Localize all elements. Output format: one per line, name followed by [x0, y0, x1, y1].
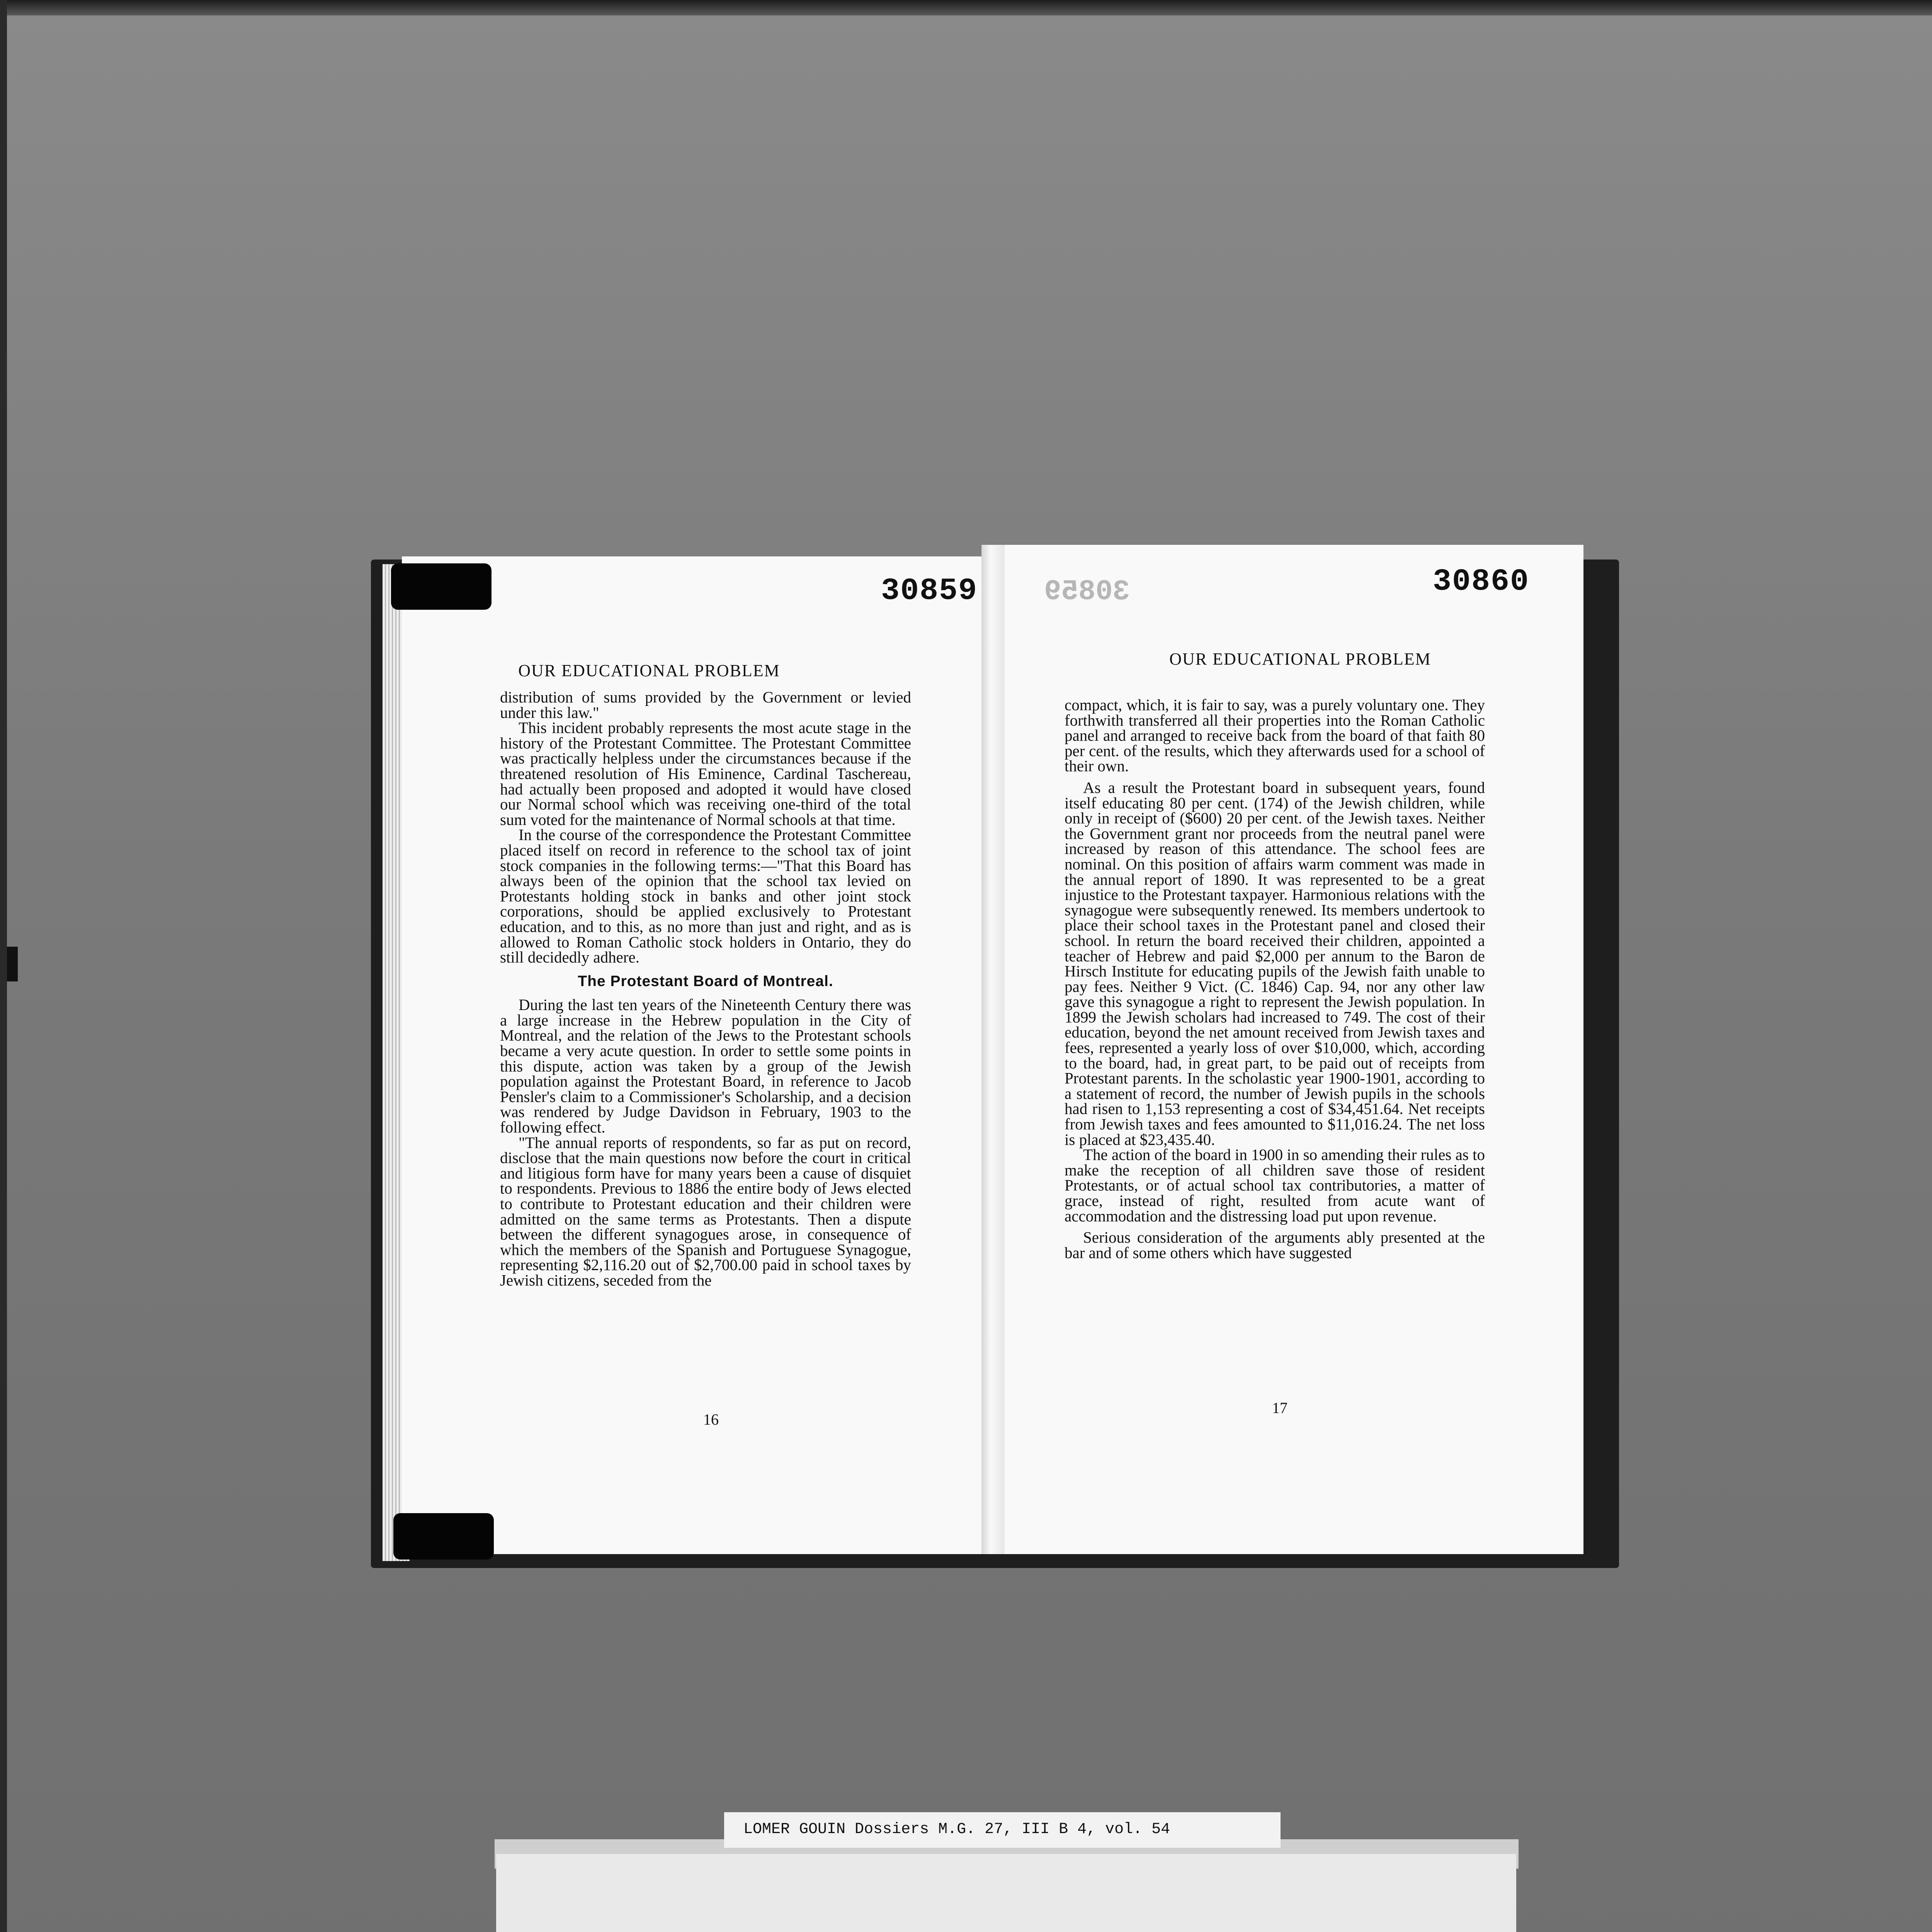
left-folio: 16: [703, 1411, 719, 1428]
right-paragraph-1: compact, which, it is fair to say, was a purely voluntary one. They forthwith transferred all their properties into the Roman Catholic panel and arranged to receive back from the board of that faith 80 per cent. of the results, which they afterwards used for a school of their own.: [1065, 696, 1485, 775]
right-paragraph-2: As a result the Protestant board in subsequent years, found itself educating 80 per cent. (174) of the Jewish children, while only in receipt of ($600) 20 per cent. of the Jewish taxes. Neither the Government grant nor proceeds from the neutral panel were increased by reason of this attendance. The school fees are nominal. On this position of affairs warm comment was made in the annual report of 1890. It was represented to be a great injustice to the Protestant taxpayer. Harmonious relations with the synagogue were subsequently renewed. Its members undertook to place their school taxes in the Protestant panel and closed their school. In return the board received their children, appointed a teacher of Hebrew and paid $2,000 per annum to the Baron de Hirsch Institute for educating pupils of the Jewish faith unable to pay fees. Neither 9 Vict. (C. 1846) Cap. 94, nor any other law gave this synagogue a right to represent the Jewish population. In 1899 the Jewish scholars had increased to 749. The cost of their education, beyond the net amount received from Jewish taxes and fees, represented a yearly loss of over $10,000, which, according to the board, had, in great part, to be paid out of receipts from Protestant parents. In the scholastic year 1900-1901, according to a statement of record, the number of Jewish pupils in the schools had risen to 1,153 representing a cost of $34,451.64. Net receipts from Jewish taxes and fees amounted to $11,016.24. The net loss is placed at $23,435.40.: [1065, 778, 1485, 1148]
archives-card: [496, 1854, 1516, 1932]
right-text-block: [1065, 697, 1485, 1260]
right-folio: 17: [1272, 1399, 1287, 1417]
left-paragraph-2: This incident probably represents the most acute stage in the history of the Protestant Committee. The Protestant Committee was practically helpless under the circumstances because if the threatened resolution of His Eminence, Cardinal Taschereau, had actually been proposed and adopted it would have closed our Normal school which was receiving one-third of the total sum voted for the maintenance of Normal schools at that time.: [500, 719, 911, 828]
right-running-head: OUR EDUCATIONAL PROBLEM: [1169, 650, 1431, 668]
book-gutter: [981, 545, 1005, 1554]
top-binder-clip: [391, 563, 492, 610]
left-paragraph-4: During the last ten years of the Nineteenth Century there was a large increase in the Hebrew population in the City of Montreal, and the relation of the Jews to the Protestant schools became a very acute question. In order to settle some points in this dispute, action was taken by a group of the Jewish population against the Protestant Board, in reference to Jacob Pensler's claim to a Commissioner's Scholarship, and a decision was rendered by Judge Davidson in February, 1903 to the following effect.: [500, 996, 911, 1136]
right-paragraph-3: The action of the board in 1900 in so amending their rules as to make the reception of all children save those of resident Protestants, or of actual school tax contributories, a matter of grace, instead of right, resulted from acute want of accommodation and the distressing load put upon revenue.: [1065, 1146, 1485, 1225]
film-top-edge: [0, 0, 1932, 15]
film-edge-mark: [7, 947, 18, 981]
left-paragraph-3: In the course of the correspondence the Protestant Committee placed itself on record in reference to the school tax of joint stock companies in the following terms:—"That this Board has always been of the opinion that the school tax levied on Protestants holding stock in banks and other joint stock corporations, should be applied exclusively to Protestant education, and to this, as no more than just and right, and as is allowed to Roman Catholic stock holders in Ontario, they do still decidedly adhere.: [500, 826, 911, 966]
left-running-head: OUR EDUCATIONAL PROBLEM: [518, 661, 780, 680]
left-text-block: [500, 690, 911, 1288]
reference-text: LOMER GOUIN Dossiers M.G. 27, III B 4, vol. 54: [743, 1821, 1170, 1838]
right-paragraph-4: Serious consideration of the arguments ably presented at the bar and of some others which have suggested: [1065, 1228, 1485, 1262]
left-paragraph-5: "The annual reports of respondents, so far as put on record, disclose that the main questions now before the court in critical and litigious form have for many years been a cause of disquiet to respondents. Previous to 1886 the entire body of Jews elected to contribute to Protestant education and their children were admitted on the same terms as Protestants. Then a dispute between the different synagogues arose, in consequence of which the members of the Spanish and Portuguese Synagogue, representing $2,116.20 out of $2,700.00 paid in school taxes by Jewish citizens, seceded from the: [500, 1133, 911, 1289]
right-stamp-number: 30860: [1432, 564, 1529, 599]
left-page: [402, 556, 1005, 1554]
film-left-edge: [0, 0, 7, 1932]
left-stamp-number: 30859: [881, 573, 978, 609]
reference-label: [724, 1812, 1281, 1848]
bottom-binder-clip: [393, 1513, 494, 1560]
right-page: [986, 545, 1583, 1554]
left-paragraph-1: distribution of sums provided by the Government or levied under this law.": [500, 688, 911, 721]
section-heading: The Protestant Board of Montreal.: [578, 973, 833, 990]
right-ghost-stamp: 30859: [1044, 576, 1130, 608]
